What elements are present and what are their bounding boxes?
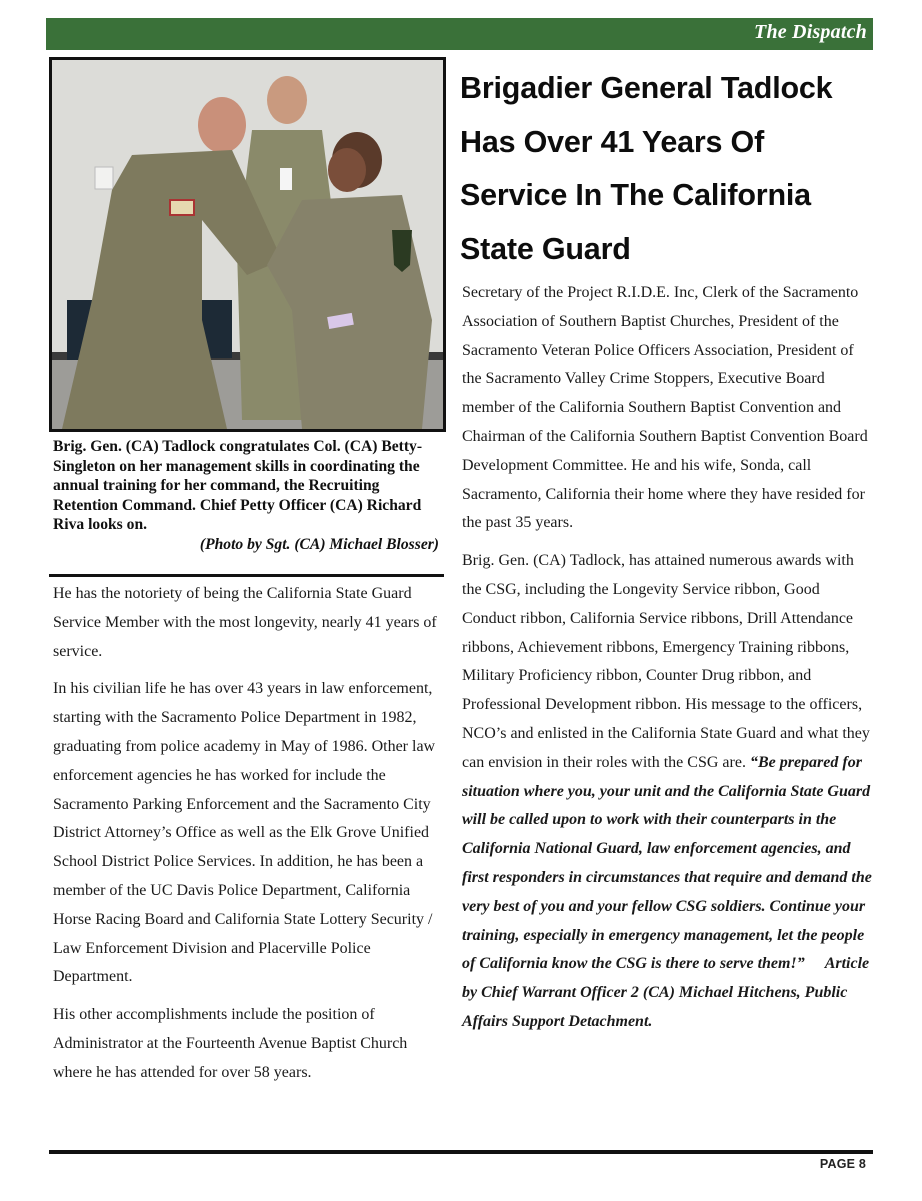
- article-byline: Article by Chief Warrant Officer 2 (CA) Michael Hitchens, Public Affairs Support Detachment.: [462, 955, 870, 1030]
- article-headline: Brigadier General Tadlock Has Over 41 Years Of Service In The California State Guard: [460, 71, 833, 266]
- paragraph: His other accomplishments include the position of Administrator at the Fourteenth Avenue Baptist Church where he has attended for over 58 years.: [53, 1006, 408, 1081]
- publication-title: The Dispatch: [754, 21, 867, 43]
- paragraph-text: Brig. Gen. (CA) Tadlock, has attained numerous awards with the CSG, including the Longevity Service ribbon, Good Conduct ribbon, California Service ribbons, Drill Attendance ribbons, Achievement ribbons, Emergency Training ribbons, Military Proficiency ribbon, Counter Drug ribbon, and Professional Development ribbon. His message to the officers, NCO’s and enlisted in the California State Guard and what they can envision in their roles with the CSG are.: [462, 552, 870, 771]
- photo-credit: (Photo by Sgt. (CA) Michael Blosser): [199, 535, 439, 553]
- photo-illustration: [52, 60, 443, 429]
- article-photo: [49, 57, 446, 432]
- article-column-right: [462, 279, 872, 1046]
- paragraph: He has the notoriety of being the California State Guard Service Member with the most longevity, nearly 41 years of service.: [53, 585, 437, 660]
- caption-divider: [49, 574, 444, 577]
- caption-text: Brig. Gen. (CA) Tadlock congratulates Col. (CA) Betty-Singleton on her management skills in coordinating the annual training for her command, the Recruiting Retention Command. Chief Petty Officer (CA) Richard Riva looks on.: [53, 438, 423, 534]
- paragraph: [462, 547, 872, 1037]
- photo-caption: [53, 437, 439, 555]
- article-column-left: [53, 580, 443, 1097]
- paragraph: Secretary of the Project R.I.D.E. Inc, Clerk of the Sacramento Association of Southern Baptist Churches, President of the Sacramento Veteran Police Officers Association, President of the Sacramento Valley Crime Stoppers, Executive Board member of the California Southern Baptist Convention and Chairman of the California Southern Baptist Convention Board Development Committee. He and his wife, Sonda, call Sacramento, California their home where they have resided for the past 35 years.: [462, 284, 868, 532]
- paragraph: In his civilian life he has over 43 years in law enforcement, starting with the Sacramento Police Department in 1982, graduating from police academy in May of 1986. Other law enforcement agencies he has worked for include the Sacramento Parking Enforcement and the Sacramento City District Attorney’s Office as well as the Elk Grove Unified School District Police Services. In addition, he has been a member of the UC Davis Police Department, California Horse Racing Board and California State Lottery Security / Law Enforcement Division and Placerville Police Department.: [53, 680, 436, 986]
- quote: “Be prepared for situation where you, your unit and the California State Guard will be called upon to work with their counterparts in the California National Guard, law enforcement agencies, and first responders in circumstances that require and demand the very best of you and your fellow CSG soldiers. Continue your training, especially in emergency management, let the people of California know the CSG is there to serve them!”: [462, 753, 872, 973]
- footer-divider: [49, 1150, 873, 1154]
- header-bar: [46, 18, 873, 50]
- page-number: PAGE 8: [819, 1157, 866, 1171]
